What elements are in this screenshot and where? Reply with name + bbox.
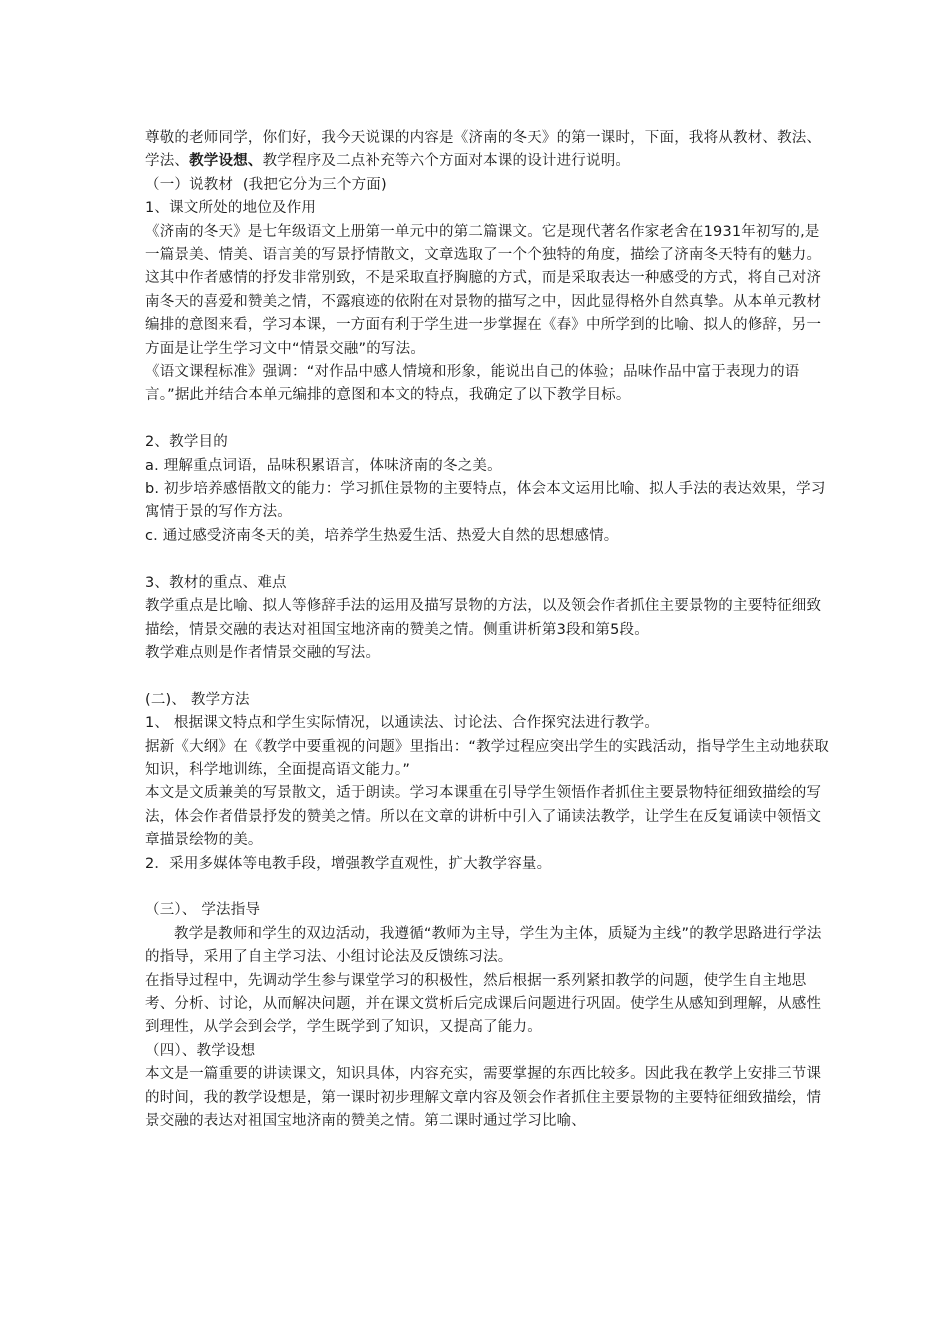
goal-c: c. 通过感受济南冬天的美，培养学生热爱生活、热爱大自然的思想感情。 <box>145 527 619 544</box>
blank-line <box>145 665 830 688</box>
section-2-paragraph-2: 本文是文质兼美的写景散文，适于朗读。学习本课重在引导学生领悟作者抓住主要景物特征细致描绘的写法，体会作者借景抒发的赞美之情。所以在文章的讲析中引入了诵读法教学，让学生在反复诵读中领悟文章描景绘物的美。 <box>145 785 822 849</box>
section-3-paragraph-2: 在指导过程中，先调动学生参与课堂学习的积极性，然后根据一系列紧扣教学的问题，使学生自主地思考、分析、讨论，从而解决问题，并在课文赏析后完成课后问题进行巩固。使学生从感知到理解，从感性到理性，从学会到会学，学生既学到了知识，又提高了能力。 <box>145 972 822 1036</box>
section-1-subheading-1: 1、课文所处的地位及作用 <box>145 200 317 217</box>
intro-text-2: 教学程序及二点补充等六个方面对本课的设计进行说明。 <box>262 153 631 170</box>
section-2-paragraph-1: 据新《大纲》在《教学中要重视的问题》里指出：“教学过程应突出学生的实践活动，指导学生主动地获取知识，科学地训练，全面提高语文能力。” <box>145 738 829 778</box>
section-4-paragraph-1: 本文是一篇重要的讲读课文，知识具体，内容充实，需要掌握的东西比较多。因此我在教学上安排三节课的时间，我的教学设想是，第一课时初步理解文章内容及领会作者抓住主要景物的主要特征细致描绘，情景交融的表达对祖国宝地济南的赞美之情。第二课时通过学习比喻、 <box>145 1066 822 1129</box>
section-2-item-1: 1、 根据课文特点和学生实际情况，以通读法、讨论法、合作探究法进行教学。 <box>145 715 660 732</box>
goal-a: a. 理解重点词语，品味积累语言，体味济南的冬之美。 <box>145 457 502 474</box>
blank-line <box>145 408 830 431</box>
section-3-paragraph-1: 教学是教师和学生的双边活动，我遵循“教师为主导，学生为主体，质疑为主线”的教学思路进行学法的指导，采用了自主学习法、小组讨论法及反馈练习法。 <box>145 925 822 966</box>
section-1-heading: （一）说教材 (我把它分为三个方面) <box>145 176 387 193</box>
goal-b: b. 初步培养感悟散文的能力：学习抓住景物的主要特点，体会本文运用比喻、拟人手法的表达效果，学习寓情于景的写作方法。 <box>145 481 826 521</box>
section-3-heading: （三）、 学法指导 <box>145 902 261 919</box>
document-body <box>145 127 830 1133</box>
section-1-subheading-2: 2、教学目的 <box>145 434 228 451</box>
section-2-item-2: 2．采用多媒体等电教手段，增强教学直观性，扩大教学容量。 <box>145 855 552 872</box>
blank-line <box>145 548 830 571</box>
blank-line <box>145 876 830 899</box>
section-4-heading: （四）、教学设想 <box>145 1042 256 1059</box>
section-1-subheading-3: 3、教材的重点、难点 <box>145 574 287 591</box>
intro-paragraph <box>145 127 830 174</box>
section-1-paragraph-4: 教学难点则是作者情景交融的写法。 <box>145 644 381 661</box>
section-2-heading: (二)、 教学方法 <box>145 691 250 708</box>
section-1-paragraph-3: 教学重点是比喻、拟人等修辞手法的运用及描写景物的方法，以及领会作者抓住主要景物的主要特征细致描绘，情景交融的表达对祖国宝地济南的赞美之情。侧重讲析第3段和第5段。 <box>145 598 822 638</box>
intro-text-1: 尊敬的老师同学，你们好，我今天说课的内容是《济南的冬天》的第一课时，下面，我将从教材、教法、学法、 <box>145 130 822 170</box>
section-1-paragraph-2: 《语文课程标准》强调：“对作品中感人情境和形象，能说出自己的体验；品味作品中富于表现力的语言。”据此并结合本单元编排的意图和本文的特点，我确定了以下教学目标。 <box>145 364 800 404</box>
intro-bold-text: 教学设想、 <box>189 153 263 170</box>
section-1-paragraph-1: 《济南的冬天》是七年级语文上册第一单元中的第二篇课文。它是现代著名作家老舍在1931年初写的,是一篇景美、情美、语言美的写景抒情散文，文章选取了一个个独特的角度，描绘了济南冬天特有的魅力。这其中作者感情的抒发非常别致，不是采取直抒胸臆的方式，而是采取表达一种感受的方式，将自己对济南冬天的喜爱和赞美之情，不露痕迹的依附在对景物的描写之中，因此显得格外自然真挚。从本单元教材编排的意图来看，学习本课，一方面有利于学生进一步掌握在《春》中所学到的比喻、拟人的修辞，另一方面是让学生学习文中“情景交融”的写法。 <box>145 223 822 357</box>
